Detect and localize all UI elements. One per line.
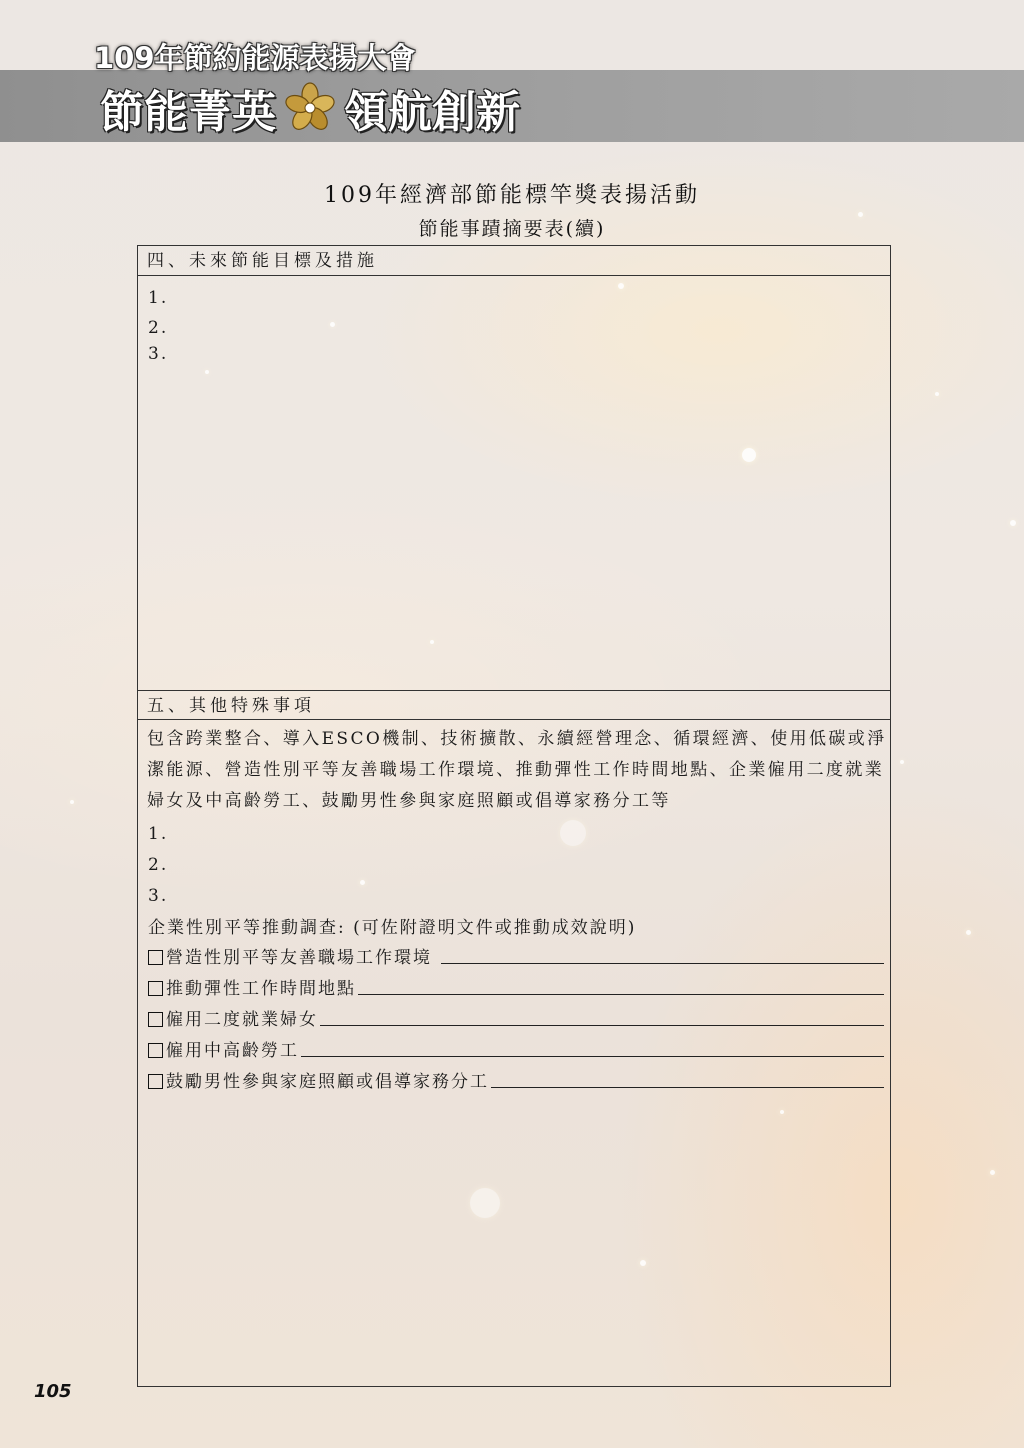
checkbox[interactable] xyxy=(148,1043,163,1058)
fill-in-line[interactable] xyxy=(441,963,884,964)
checkbox-row-flexible-work[interactable] xyxy=(148,974,884,999)
section-4-item-1: 1. xyxy=(148,288,169,308)
section-5-item-3: 3. xyxy=(148,886,169,906)
section-5-item-1: 1. xyxy=(148,824,169,844)
slogan xyxy=(100,80,520,136)
section-4-item-3: 3. xyxy=(148,344,169,364)
page-number: 105 xyxy=(34,1381,72,1402)
checkbox-row-returning-women[interactable] xyxy=(148,1005,884,1030)
checkbox-label: 推動彈性工作時間地點 xyxy=(166,979,356,999)
summary-form xyxy=(137,245,891,1387)
slogan-left: 節能菁英 xyxy=(100,87,276,138)
checkbox[interactable] xyxy=(148,981,163,996)
checkbox-label: 鼓勵男性參與家庭照顧或倡導家務分工 xyxy=(166,1072,489,1092)
checkbox-row-family-care[interactable] xyxy=(148,1067,884,1092)
checkbox-label: 營造性別平等友善職場工作環境 xyxy=(166,948,440,968)
document-subtitle: 節能事蹟摘要表(續) xyxy=(418,218,606,240)
document-title: 109年經濟部節能標竿獎表揚活動 xyxy=(324,183,700,208)
event-title: 109年節約能源表揚大會 xyxy=(94,41,416,75)
fill-in-line[interactable] xyxy=(358,994,884,995)
section-5-heading: 五、其他特殊事項 xyxy=(138,690,890,720)
fill-in-line[interactable] xyxy=(320,1025,884,1026)
section-4-heading: 四、未來節能目標及措施 xyxy=(138,246,890,276)
section-5-item-2: 2. xyxy=(148,855,169,875)
section-5-description: 包含跨業整合、導入ESCO機制、技術擴散、永續經營理念、循環經濟、使用低碳或淨潔能源、營造性別平等友善職場工作環境、推動彈性工作時間地點、企業僱用二度就業婦女及中高齡勞工、鼓勵男性參與家庭照顧或倡導家務分工等 xyxy=(147,729,887,811)
gender-survey-label: 企業性別平等推動調查: (可佐附證明文件或推動成效說明) xyxy=(148,918,637,938)
checkbox[interactable] xyxy=(148,1074,163,1089)
checkbox-label: 僱用二度就業婦女 xyxy=(166,1010,318,1030)
section-4-item-2: 2. xyxy=(148,318,169,338)
checkbox[interactable] xyxy=(148,1012,163,1027)
gold-flower-icon xyxy=(280,80,340,136)
fill-in-line[interactable] xyxy=(301,1056,884,1057)
checkbox-label: 僱用中高齡勞工 xyxy=(166,1041,299,1061)
checkbox-row-senior-workers[interactable] xyxy=(148,1036,884,1061)
slogan-right: 領航創新 xyxy=(344,87,520,138)
fill-in-line[interactable] xyxy=(491,1087,884,1088)
checkbox-row-friendly-workplace[interactable] xyxy=(148,943,884,968)
checkbox[interactable] xyxy=(148,950,163,965)
